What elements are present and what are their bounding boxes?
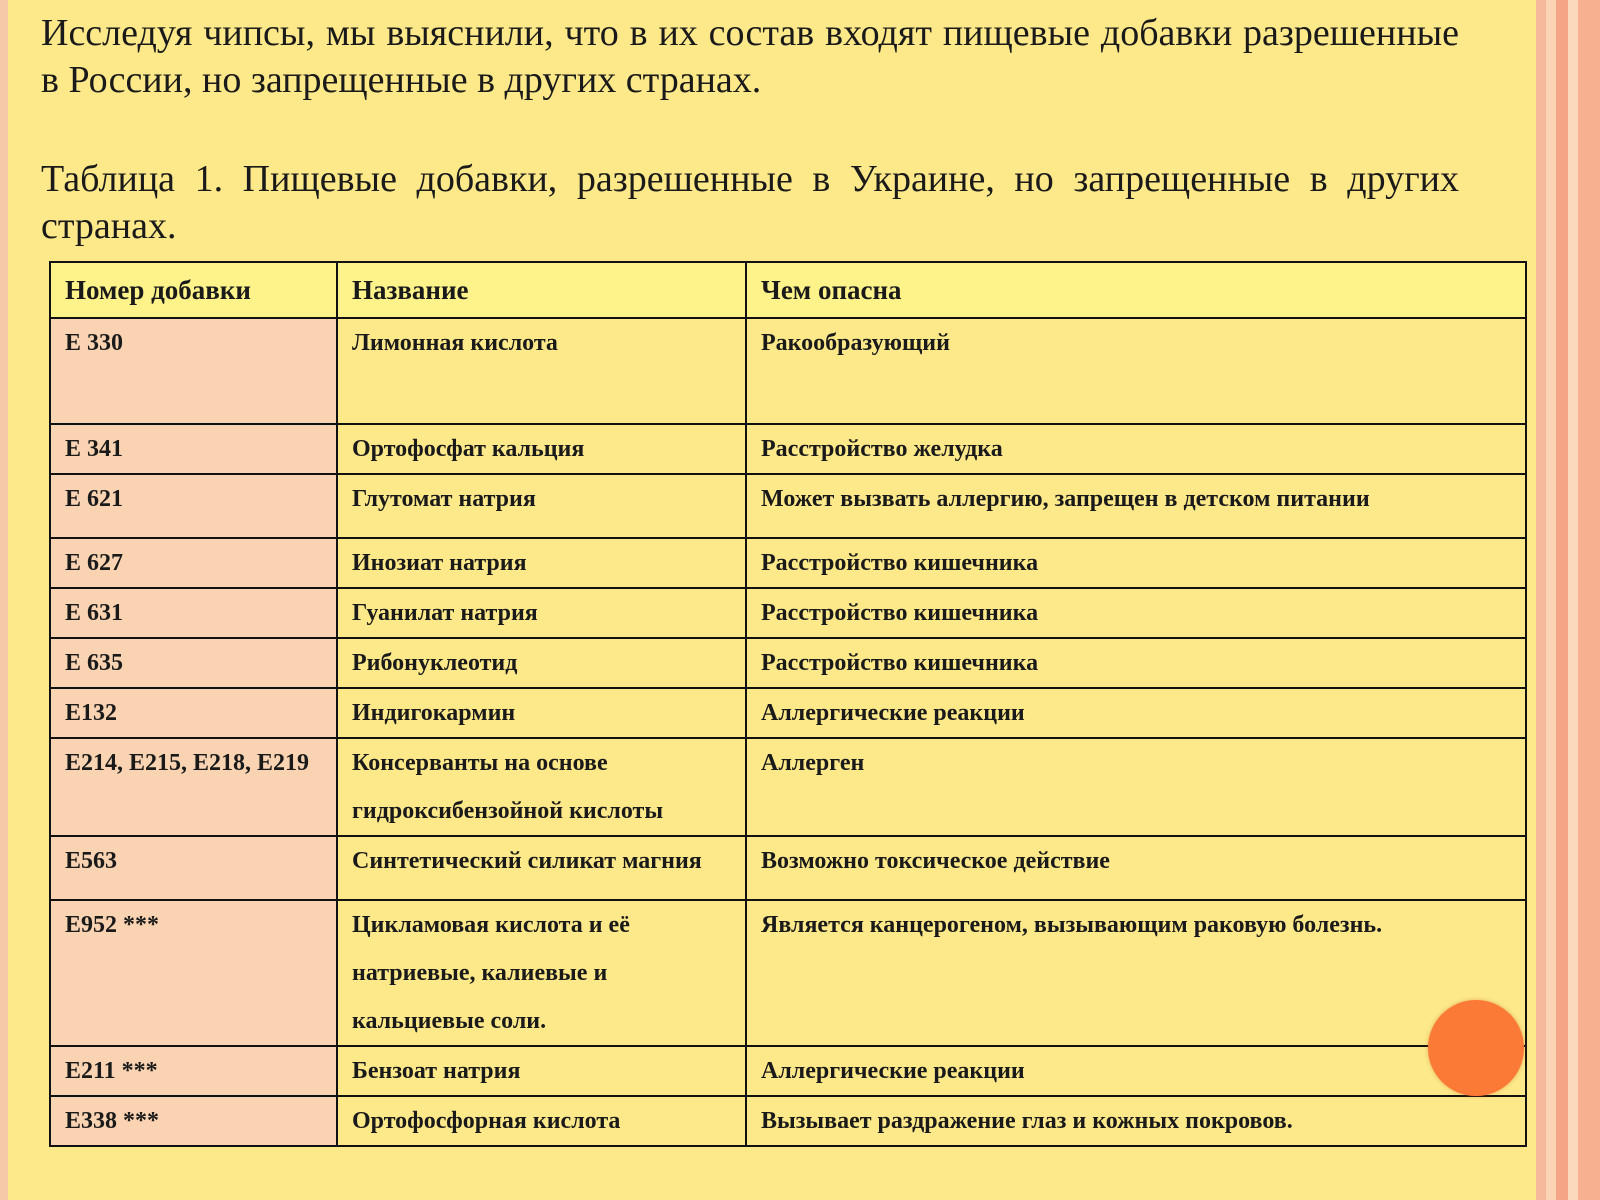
table-row (50, 318, 1526, 424)
header-danger: Чем опасна (746, 262, 1526, 318)
row-name: Глутомат натрия (337, 474, 746, 538)
row-danger: Расстройство кишечника (746, 638, 1526, 688)
row-code: E563 (50, 836, 337, 900)
row-code: E338 *** (50, 1096, 337, 1146)
row-name: Инозиат натрия (337, 538, 746, 588)
table-row (50, 638, 1526, 688)
row-code: E952 *** (50, 900, 337, 1046)
row-name: Лимонная кислота (337, 318, 746, 424)
row-code: E 627 (50, 538, 337, 588)
row-name: Цикламовая кислота и её натриевые, калиевые и кальциевые соли. (337, 900, 746, 1046)
row-danger: Возможно токсическое действие (746, 836, 1526, 900)
table-row (50, 1046, 1526, 1096)
row-code: E 635 (50, 638, 337, 688)
table-row (50, 836, 1526, 900)
header-code: Номер добавки (50, 262, 337, 318)
left-edge-decoration (0, 0, 8, 1200)
row-danger: Ракообразующий (746, 318, 1526, 424)
row-code: E214, E215, E218, E219 (50, 738, 337, 836)
row-danger: Аллергические реакции (746, 1046, 1526, 1096)
row-name: Консерванты на основе гидроксибензойной кислоты (337, 738, 746, 836)
additives-table (49, 261, 1527, 1147)
row-danger: Является канцерогеном, вызывающим раковую болезнь. (746, 900, 1526, 1046)
table-header-row (50, 262, 1526, 318)
table-row (50, 474, 1526, 538)
table-row (50, 424, 1526, 474)
table-row (50, 538, 1526, 588)
table-caption: Таблица 1. Пищевые добавки, разрешенные в Украине, но запрещенные в других странах. (41, 158, 1459, 247)
decorative-circle (1428, 1000, 1524, 1096)
table-row (50, 738, 1526, 836)
intro-paragraph: Исследуя чипсы, мы выяснили, что в их состав входят пищевые добавки разрешенные в России, но запрещенные в других странах. (41, 12, 1459, 101)
row-danger: Расстройство желудка (746, 424, 1526, 474)
table-row (50, 900, 1526, 1046)
row-code: E132 (50, 688, 337, 738)
table-row (50, 588, 1526, 638)
row-code: E211 *** (50, 1046, 337, 1096)
row-code: E 621 (50, 474, 337, 538)
row-code: E 341 (50, 424, 337, 474)
row-danger: Расстройство кишечника (746, 538, 1526, 588)
row-name: Синтетический силикат магния (337, 836, 746, 900)
row-name: Рибонуклеотид (337, 638, 746, 688)
row-code: E 330 (50, 318, 337, 424)
header-name: Название (337, 262, 746, 318)
row-name: Индигокармин (337, 688, 746, 738)
table-row (50, 1096, 1526, 1146)
row-danger: Аллергические реакции (746, 688, 1526, 738)
row-name: Ортофосфорная кислота (337, 1096, 746, 1146)
row-danger: Может вызвать аллергию, запрещен в детском питании (746, 474, 1526, 538)
row-danger: Аллерген (746, 738, 1526, 836)
row-code: E 631 (50, 588, 337, 638)
row-name: Гуанилат натрия (337, 588, 746, 638)
row-name: Бензоат натрия (337, 1046, 746, 1096)
row-danger: Расстройство кишечника (746, 588, 1526, 638)
row-danger: Вызывает раздражение глаз и кожных покровов. (746, 1096, 1526, 1146)
row-name: Ортофосфат кальция (337, 424, 746, 474)
table-row (50, 688, 1526, 738)
right-stripe-decoration (1528, 0, 1600, 1200)
